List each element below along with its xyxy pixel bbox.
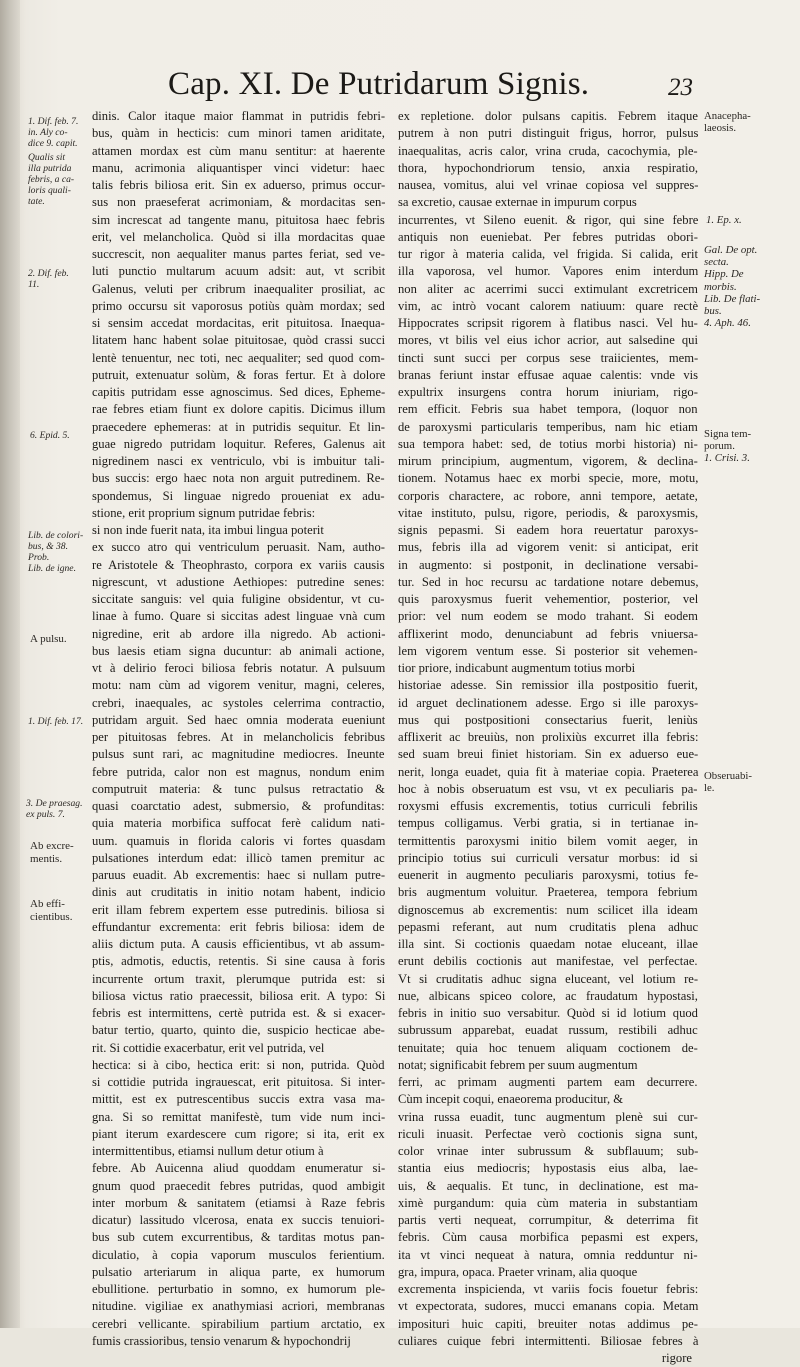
right-text-column: [398, 108, 698, 1367]
text-line: re Aristotele & Theophrasto, corpora ex variis causis: [92, 557, 385, 572]
text-line: principio totius sui curriculi versatur morbus: id si: [398, 850, 698, 865]
text-line: tur. Sed in hoc recursu ac tardatione notare debemus,: [398, 574, 699, 589]
text-line: Cùm incepit coqui, enaeorema producitur, &: [398, 1092, 624, 1107]
margin-note-left-10: Ab effi- cientibus.: [30, 898, 73, 923]
text-line: bris augmentum voluitur. Praeterea, tempora febrium: [398, 885, 698, 900]
text-line: imposituri huic capiti, breuiter notas addimus pe-: [398, 1316, 698, 1331]
text-line: guae nigredo putridam loquitur. Referes, Galenus ait: [92, 436, 386, 451]
text-line: dicatur) lassitudo vlcerosa, enata ex succis tenuiori-: [92, 1213, 385, 1227]
text-line: intermittentibus, etiamsi nullum detur otium à: [92, 1144, 324, 1158]
text-line: erit illam febrem expertem esse putredinis. biliosa si: [92, 902, 385, 917]
text-line: succrescit, non aequaliter manus partes feriat, sed ve-: [92, 247, 385, 261]
text-line: mus qui postpositioni consectarius fuerit, leniùs: [398, 712, 698, 727]
text-line: computruit materia: & tunc pulsus retractatio &: [92, 781, 385, 796]
text-line: bus laesis etiam signa ducuntur: ab animali actione,: [92, 643, 385, 658]
margin-note-left-4: 6. Epid. 5.: [30, 430, 70, 441]
text-line: dinis aut cruditatis in initio notam habent, indicio: [92, 885, 386, 900]
text-line: putridam arguit. Sed haec omnia moderata eueniunt: [92, 712, 386, 727]
text-line: quasi coarctatio adest, submersio, & profunditas:: [92, 799, 385, 813]
text-line: afflixerint modo, denunciabunt ad febris vniuersa-: [398, 626, 698, 641]
text-line: Galenus, veluti per cribrum inaequaliter prosiliat, ac: [92, 281, 385, 296]
text-line: id arguet declinationem adesse. Ergo si ille paroxys-: [398, 695, 699, 710]
text-line: ptis, admotis, eductis, retentis. Si sine causa à foris: [92, 954, 386, 969]
page-number: 23: [668, 74, 693, 101]
text-line: diculatio, à copia vaporum musculos ferientium.: [92, 1247, 385, 1262]
text-line: fumis crassioribus, tensio venarum & hypochondrij: [92, 1333, 351, 1348]
text-line: nigredinem nasci ex ventriculo, vbi is imbuitur tali-: [92, 454, 385, 468]
text-line: nausea, vomitus, alui vel vrinae copiosa vel suppres-: [398, 178, 699, 192]
text-line: notat; significabit febrem per suum augmentum: [398, 1057, 638, 1072]
text-line: quis paroxysmus fuerit vehementior, posterior, vel: [398, 592, 699, 606]
text-line: attamen mordax est cùm manu sentitur: at haerente: [92, 143, 386, 158]
margin-note-left-6: A pulsu.: [30, 633, 67, 645]
text-line: crebri, inaequales, ac systoles celerrima contractio,: [92, 695, 385, 710]
text-line: per pituitosas febres. At in melancholicis febribus: [92, 730, 386, 744]
text-line: pulsatio arteriarum in aliqua parte, ex humorum: [92, 1264, 385, 1279]
text-line: nue, albicans spiceo colore, ac fraudatum hypostasi,: [398, 988, 698, 1003]
text-line: nitudine. vigiliae ex anathymiasi acriori, membranas: [92, 1299, 385, 1314]
text-line: rigore: [661, 1351, 692, 1365]
text-line: thora, hypochondriorum tensio, anxia respiratio,: [398, 160, 699, 175]
text-line: mirum principium, augmentum, vigorem, & declina-: [398, 454, 698, 468]
text-line: color vrinae inter subrussum & subflauum; sub-: [398, 1144, 699, 1158]
margin-note-left-2: Qualis sit illa putrida febris, a ca- loris quali- tate.: [28, 152, 75, 207]
text-line: primo occursu sit vaporosus potiùs quàm mordax; sed: [92, 298, 385, 313]
text-line: pulsus sunt rari, ac magnitudine mediocres. Ineunte: [92, 747, 385, 762]
text-line: quia materia morbifica suffocat ferè calidum nati-: [92, 816, 385, 831]
text-line: gnum quod praecedit febres putridas, quod ambigit: [92, 1178, 386, 1193]
text-line: motu: nam cùm ad vigorem venitur, magni, celeres,: [92, 678, 385, 693]
text-line: gna. Si so remittat manifestè, tum vide num inci-: [92, 1109, 386, 1124]
running-title: Cap. XI. De Putridarum Signis.: [168, 66, 590, 102]
text-line: capitis putridam esse agnoscimus. Sed dices, Epheme-: [92, 385, 386, 399]
margin-note-left-3: 2. Dif. feb. 11.: [28, 268, 69, 290]
text-line: rit. Si cottidie exacerbatur, erit vel putrida, vel: [92, 1040, 325, 1055]
text-line: cerebri vellicante. spirabilium partium arctatio, ex: [92, 1316, 386, 1331]
text-line: paruus euadit. Ab excrementis: haec si nullam putre-: [92, 868, 386, 882]
text-line: sus non praeseferat acrimoniam, & mordacitas sen-: [92, 195, 386, 210]
text-line: piant iterum exardescere cum rigore; si ita, erit ex: [92, 1126, 385, 1141]
text-line: luti punctio multarum acuum adsit: aut, vt scribit: [92, 264, 386, 279]
text-line: ita vt vinci nequeat à natura, omnia redduntur ni-: [398, 1247, 698, 1262]
text-line: effundantur excrementa: erit febris biliosa: idem de: [92, 919, 385, 934]
binding-gutter: [0, 0, 20, 1328]
text-line: nigrescunt, vt adustione Aethiopes: putredine senes:: [92, 574, 385, 589]
text-line: nigredine, erit ab ardore illa nigredo. Ab actioni-: [92, 626, 386, 641]
text-line: febre putrida, calor non est magnus, nondum enim: [92, 764, 385, 779]
text-line: termittentis paroxysmi initio bilem vomit aeger, in: [398, 833, 698, 848]
text-line: pulsationes interdum edat: illicò tamen premitur ac: [92, 850, 385, 865]
text-line: excrementa inspicienda, vt variis focis fouetur febris:: [398, 1282, 699, 1296]
text-line: talis febris biliosa erit. Sin ex aduerso, primus occur-: [92, 178, 386, 192]
text-line: si non inde fuerit nata, ita imbui lingua poterit: [92, 523, 324, 537]
text-line: vrina russa euadit, tunc augmentum plenè sui cur-: [398, 1109, 698, 1124]
text-line: historiae adesse. Sin remissior illa postpositio fuerit,: [398, 678, 698, 693]
text-line: illa sint. Si coctionis quaedam notae eluceant, illae: [398, 937, 698, 951]
text-line: aliis dictum puta. A causis efficientibus, vt ab assum-: [92, 937, 385, 951]
margin-note-right-3: Gal. De opt. secta. Hipp. De morbis. Lib. De flati- bus. 4. Aph. 46.: [704, 244, 761, 330]
text-line: inaequalitas, acris calor, vrina cruda, cacochymia, ple-: [398, 143, 698, 158]
text-line: stione, erit proprium signum putridae febris:: [92, 505, 316, 520]
text-line: vt à delirio feroci biliosa febris notatur. A pulsuum: [92, 661, 386, 675]
text-line: gra, impura, opaca. Praeter vrinam, alia quoque: [398, 1264, 638, 1279]
text-line: culiares cuique febri intermittenti. Biliosae febres à: [398, 1333, 699, 1348]
text-line: ebullitione. perturbatio in somno, ex humorum ple-: [92, 1282, 386, 1296]
text-line: putrem à non putri distinguit frigus, horror, pulsus: [398, 126, 699, 141]
text-line: vt expectorata, sudores, mucci emanans copia. Metam: [398, 1299, 699, 1314]
text-line: illa vaporosa, vel humor. Vapores enim interdum: [398, 264, 699, 279]
text-line: Vt si cruditatis adhuc signa eluceant, vel lotium re-: [398, 971, 699, 986]
text-line: febre. Ab Auicenna aliud quoddam enumeratur si-: [92, 1161, 386, 1176]
text-line: erit, vel melancholica. Quòd si illa mordacitas quae: [92, 229, 386, 244]
margin-note-left-5: Lib. de colori- bus, & 38. Prob. Lib. de igne.: [28, 530, 84, 574]
margin-note-right-1: Anacepha- laeosis.: [704, 110, 751, 135]
margin-note-left-8: 3. De praesag. ex puls. 7.: [26, 798, 83, 820]
text-line: uis, & aequalis. Et tunc, in declinatione, est ma-: [398, 1178, 699, 1193]
text-line: vitae instituto, pulsu, rigore, periodis, & paroxysmis,: [398, 505, 699, 520]
text-line: lem vigorem ventum esse. Si posterior sit vehemen-: [398, 643, 698, 658]
text-line: putruit, extenuatur solùm, & foras fertur. Et à dolore: [92, 367, 386, 382]
text-line: expultrix insurgens contra horum iniuriam, rigo-: [398, 385, 698, 399]
text-line: biliosa victus ratio praecessit, biliosa erit. A typo: Si: [92, 988, 386, 1003]
text-line: manu, acrimonia aliquantisper vinci videtur: haec: [92, 160, 385, 175]
text-line: bus, quàm in hecticis: cum minori tamen ariditate,: [92, 126, 385, 141]
text-line: stantia eius mediocris; hypostasis eius alba, lae-: [398, 1161, 698, 1176]
text-line: lentè tenuentur, nec toti, nec aequaliter; sed quod com-: [92, 350, 385, 365]
running-header: [0, 62, 800, 110]
text-line: spondemus, Si linguae nigredo proueniat ex adu-: [92, 488, 385, 503]
margin-note-left-1: 1. Dif. feb. 7. in. Aly co- dice 9. capit.: [28, 116, 79, 149]
text-line: rem efficit. Febris sua habet tempora, (loquor non: [398, 402, 698, 417]
text-line: tur rigor à materia calida, vel frigida. Si calida, erit: [398, 247, 698, 261]
text-line: incurrente ortum traxit, plerumque putrida est: si: [92, 971, 386, 986]
margin-note-right-2: 1. Ep. x.: [706, 214, 742, 226]
text-line: erunt debilis coctionis aut manifestae, vel perfectae.: [398, 954, 698, 969]
text-line: euenerit in augmento peculiaris paroxysmi, totius fe-: [398, 868, 699, 882]
text-line: afflixerit ac breuiùs, non prolixiùs excurret illa febris:: [398, 730, 699, 744]
text-line: febris in initio suo versabitur. Quòd si id lotium quod: [398, 1006, 698, 1020]
text-line: ferri, ac primam augmenti partem eam decurrere.: [398, 1075, 698, 1089]
text-line: hoc à nobis obseruatum est vsu, vt ex peculiaris pa-: [398, 781, 698, 796]
text-line: febris est intermittens, certè putrida est. & si exacer-: [92, 1006, 386, 1020]
margin-note-right-4: Signa tem- porum. 1. Crisi. 3.: [704, 428, 752, 465]
text-line: siccitate sanguis: vel quia fuligine obsidentur, vt cu-: [92, 592, 385, 606]
text-line: sim increscat ad tangente manu, pituitosa haec febris: [92, 212, 385, 227]
text-line: sed suam breui finiet historiam. Sin ex aduerso eue-: [398, 747, 699, 762]
text-line: in augmento: si postponit, in declinatione versabi-: [398, 557, 699, 572]
text-line: si sensim accedat mordacitas, erit pituitosa. Inaequa-: [92, 316, 385, 330]
text-line: pepasmi referant, aut num cruditatis plena adhuc: [398, 919, 699, 934]
text-line: subrussum apparebat, euadat russum, restibili adhuc: [398, 1023, 698, 1038]
text-line: ex repletione. dolor pulsans capitis. Febrem itaque: [398, 109, 698, 123]
text-line: sa excretio, causae externae in impurum corpus: [398, 195, 637, 210]
text-line: de paroxysmi particularis temperibus, nam hic etiam: [398, 419, 698, 434]
text-line: dignoscemus ab excrementis: num scilicet illa ideam: [398, 902, 698, 917]
text-line: si cottidie putrida ingrauescat, erit pituitosa. Si inter-: [92, 1075, 386, 1089]
text-line: praecedere ephemeras: at in putridis sequitur. Et lin-: [92, 419, 385, 434]
text-line: uum. quamuis in florida caloris vi fortes quasdam: [92, 833, 386, 848]
text-line: tincti sunt succi per corpus sese traiicientes, mem-: [398, 350, 699, 365]
text-line: batur tertio, quarto, quinto die, suspicio hecticae abe-: [92, 1023, 385, 1038]
text-line: tionem. Notamus haec ex morbi specie, more, motu,: [398, 471, 699, 486]
text-line: bus succis: ergo haec nota non arguit putredinem. Re-: [92, 471, 385, 486]
margin-note-left-9: Ab excre- mentis.: [30, 840, 74, 865]
text-line: Hippocrates scripsit rigorem à flatibus nasci. Vel hu-: [398, 316, 698, 330]
text-line: tenuitate; quia hoc tenuem aliquam coctionem de-: [398, 1040, 698, 1055]
text-line: signis pepasmi. Si eadem hora reuertatur paroxys-: [398, 523, 699, 537]
text-line: mores, vt bilis vel eius ichor acrior, aut salsedine qui: [398, 333, 698, 348]
text-line: antiquis non eueniebat. Per febres putridas obori-: [398, 229, 698, 244]
text-line: nerit, longa euadet, quia fit à materiae copia. Praeterea: [398, 764, 699, 779]
text-line: febris. Cùm causa morbifica pepasmi est expers,: [398, 1230, 699, 1245]
text-line: tior priore, indicabunt augmentum totius morbi: [398, 661, 636, 675]
text-line: mus, febris illa ad vigorem venit: si anticipat, erit: [398, 540, 699, 555]
text-line: partis verti nequeat, corrumpitur, & deterrima fit: [398, 1213, 699, 1227]
text-line: sua tempora habet: sed, de totius morbi historia) ni-: [398, 436, 698, 451]
text-line: bus sub cutem excurrentibus, & tarditas motus pan-: [92, 1230, 385, 1245]
text-line: branas feriunt instar effusae aquae calentis: vnde vis: [398, 367, 699, 382]
text-line: ex succo atro qui ventriculum peruasit. Nam, autho-: [92, 540, 385, 555]
text-line: incurrentes, vt Sileno euenit. & rigor, qui sine febre: [398, 212, 699, 227]
text-line: rae febres etiam fiunt ex dolore capitis. Dicimus illum: [92, 402, 386, 417]
text-line: hectica: si à cibo, hectica erit: si non, putrida. Quòd: [92, 1057, 385, 1072]
text-line: ximè purgandum: quia cùm materia in substantiam: [398, 1195, 698, 1210]
text-line: riculi inuasit. Perfectae verò coctionis signa sunt,: [398, 1126, 698, 1141]
text-line: litatem hanc habent solae pituitosae, quòd crassi succi: [92, 333, 386, 348]
text-line: mittit, est ex putrescentibus succis extra vasa ma-: [92, 1092, 386, 1107]
text-line: tempus colligamus. Verbi gratia, si in tertianae in-: [398, 816, 699, 831]
text-line: corporis charactere, ac robore, anni tempore, aetate,: [398, 488, 698, 503]
text-line: non aliter ac acerrimi succi extimulant excretricem: [398, 281, 698, 296]
text-line: prior: vel num eodem se modo trahant. Si eodem: [398, 609, 698, 624]
text-line: linae à fumo. Quare si siccitas adest linguae vnà cum: [92, 609, 386, 624]
text-line: vim, ac intrò vocant calorem natiuum: quare rectè: [398, 298, 699, 313]
text-line: roxysmi effusis excrementis, totius curriculi febrilis: [398, 799, 698, 813]
margin-note-right-5: Obseruabi- le.: [704, 770, 752, 795]
left-text-column: [92, 108, 385, 1350]
margin-note-left-7: 1. Dif. feb. 17.: [28, 716, 84, 727]
text-line: inter morbum & sanitatem (etiamsi à Raze febris: [92, 1195, 385, 1210]
text-line: dinis. Calor itaque maior flammat in putridis febri-: [92, 109, 386, 123]
